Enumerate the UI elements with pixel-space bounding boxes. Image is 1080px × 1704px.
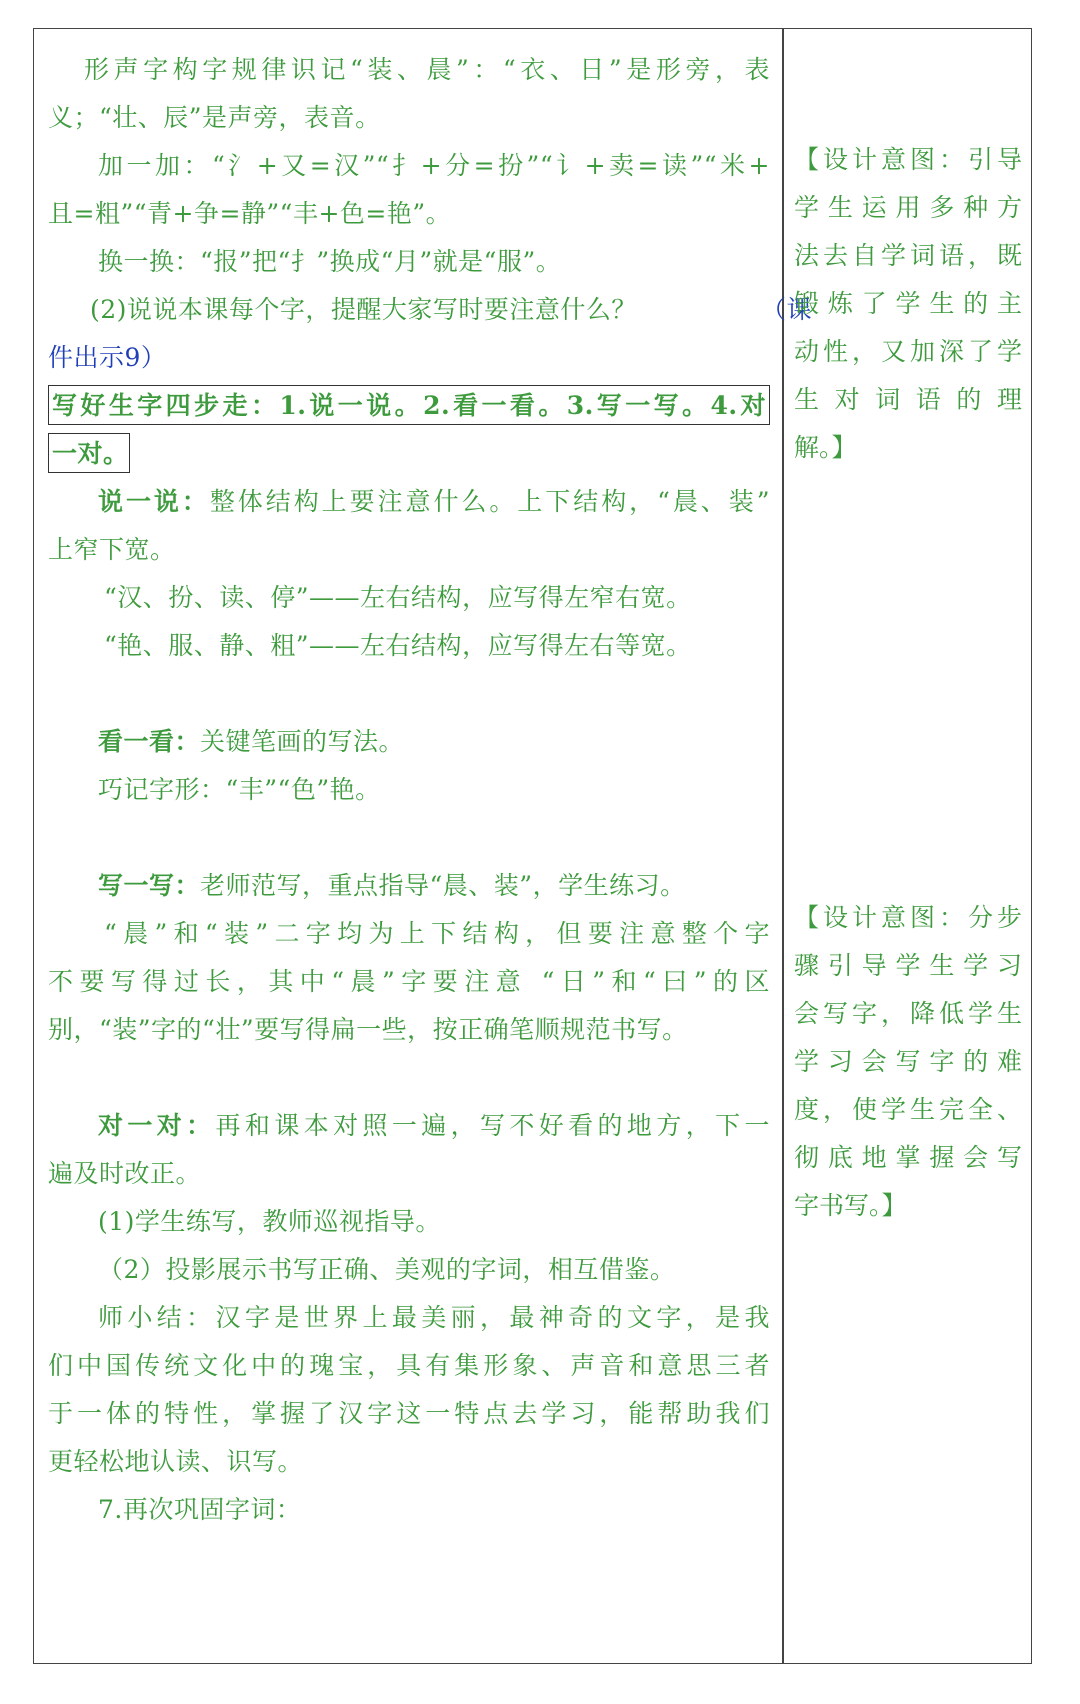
question-text: (2)说说本课每个字，提醒大家写时要注意什么？: [90, 295, 637, 324]
courseware-note: （课: [760, 295, 812, 324]
design-intent-line: 会写字，降低学生: [794, 999, 1022, 1028]
paragraph-line: [48, 869, 820, 903]
lesson-plan-table: [33, 28, 1032, 1664]
paragraph-line: 们中国传统文化中的瑰宝，具有集形象、声音和意思三者: [48, 1351, 770, 1380]
paragraph-line: 义；“壮、辰”是声旁，表音。: [48, 103, 381, 132]
write-label: 写一写：: [98, 871, 201, 900]
design-intent-line: 【设计意图：分步: [794, 903, 1022, 932]
design-intent-line: 彻底地掌握会写: [794, 1143, 1022, 1172]
four-steps-text: 一对。: [52, 439, 129, 468]
paragraph-line: 且=粗”“青+争=静”“丰+色=艳”。: [48, 199, 452, 228]
paragraph-line: “艳、服、静、粗”——左右结构，应写得左右等宽。: [104, 631, 692, 660]
paragraph-line: 更轻松地认读、识写。: [48, 1447, 304, 1476]
design-intent-line: 字书写。】: [794, 1191, 907, 1220]
paragraph-line: 于一体的特性，掌握了汉字这一特点去学习，能帮助我们: [48, 1399, 770, 1428]
design-intent-line: 生对词语的理: [794, 385, 1022, 414]
paragraph-line: 不要写得过长，其中“晨”字要注意 “日”和“曰”的区: [48, 967, 770, 996]
check-text: 再和课本对照一遍，写不好看的地方，下一: [215, 1111, 770, 1140]
paragraph-line: “汉、扮、读、停”——左右结构，应写得左窄右宽。: [104, 583, 692, 612]
design-intent-line: 骤引导学生学习: [794, 951, 1022, 980]
four-steps-text: 写好生字四步走：1.说一说。2.看一看。3.写一写。4.对: [52, 391, 766, 420]
design-intent-line: 锻炼了学生的主: [794, 289, 1022, 318]
design-intent-line: 学生运用多种方: [794, 193, 1022, 222]
write-text: 老师范写，重点指导“晨、装”，学生练习。: [200, 871, 686, 900]
paragraph-line: 7.再次巩固字词：: [98, 1495, 302, 1524]
paragraph-line: 上窄下宽。: [48, 535, 176, 564]
design-intent-line: 度，使学生完全、: [794, 1095, 1022, 1124]
paragraph-line: 加一加：“氵+又=汉”“扌+分=扮”“讠+卖=读”“米+: [98, 151, 770, 180]
design-intent-line: 【设计意图：引导: [794, 145, 1022, 174]
paragraph-line: [48, 485, 770, 519]
design-intent-line: 动性，又加深了学: [794, 337, 1022, 366]
paragraph-line: [48, 725, 820, 759]
design-intent-line: 学习会写字的难: [794, 1047, 1022, 1076]
paragraph-line: “晨”和“装”二字均为上下结构，但要注意整个字: [104, 919, 770, 948]
paragraph-line: (1)学生练写，教师巡视指导。: [98, 1207, 441, 1236]
paragraph-line: 换一换：“报”把“扌”换成“月”就是“服”。: [98, 247, 562, 276]
paragraph-line: 师小结：汉字是世界上最美丽，最神奇的文字，是我: [98, 1303, 770, 1332]
courseware-note: 件出示9）: [48, 343, 167, 372]
paragraph-line: 形声字构字规律识记“装、晨”：“衣、日”是形旁，表: [84, 55, 770, 84]
paragraph-line: [48, 293, 812, 327]
check-label: 对一对：: [98, 1111, 216, 1140]
design-intent-line: 法去自学词语，既: [794, 241, 1022, 270]
say-label: 说一说：: [98, 487, 210, 516]
paragraph-line: 巧记字形：“丰”“色”艳。: [98, 775, 381, 804]
look-label: 看一看：: [98, 727, 201, 756]
paragraph-line: （2）投影展示书写正确、美观的字词，相互借鉴。: [98, 1255, 676, 1284]
paragraph-line: 遍及时改正。: [48, 1159, 202, 1188]
design-intent-line: 解。】: [794, 433, 857, 462]
look-text: 关键笔画的写法。: [200, 727, 405, 756]
say-text: 整体结构上要注意什么。上下结构，“晨、装”: [209, 487, 770, 516]
paragraph-line: [48, 1109, 770, 1143]
paragraph-line: 别，“装”字的“壮”要写得扁一些，按正确笔顺规范书写。: [48, 1015, 688, 1044]
